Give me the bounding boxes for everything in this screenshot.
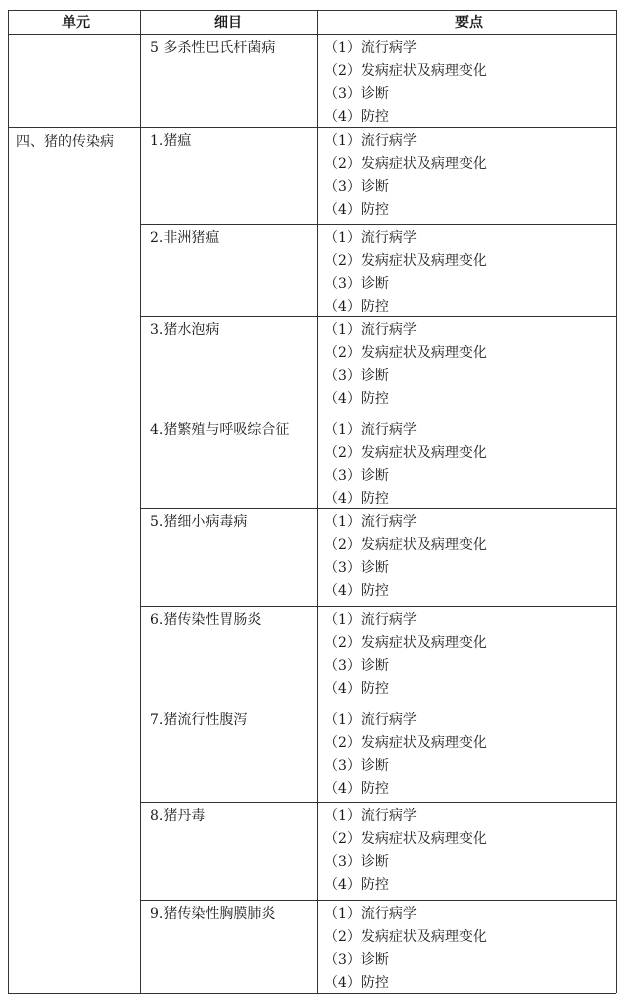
point-item: （3）诊断 (324, 468, 389, 484)
point-item: （4）防控 (324, 491, 389, 507)
detail-cell: 2.非洲猪瘟 (150, 230, 220, 246)
point-item: （2）发病症状及病理变化 (324, 253, 487, 269)
point-item: （4）防控 (324, 299, 389, 315)
point-item: （3）诊断 (324, 276, 389, 292)
row-divider (140, 316, 616, 317)
point-item: （2）发病症状及病理变化 (324, 345, 487, 361)
point-item: （3）诊断 (324, 179, 389, 195)
point-item: （4）防控 (324, 583, 389, 599)
point-item: （4）防控 (324, 681, 389, 697)
point-item: （1）流行病学 (324, 612, 417, 628)
detail-cell: 3.猪水泡病 (150, 322, 220, 338)
detail-cell: 1.猪瘟 (150, 133, 192, 149)
point-item: （2）发病症状及病理变化 (324, 63, 487, 79)
table-top-border (8, 10, 616, 11)
point-item: （1）流行病学 (324, 422, 417, 438)
detail-cell: 5.猪细小病毒病 (150, 514, 248, 530)
column-divider-unit (140, 10, 141, 993)
point-item: （1）流行病学 (324, 808, 417, 824)
point-item: （1）流行病学 (324, 322, 417, 338)
point-item: （3）诊断 (324, 368, 389, 384)
header-bottom-border (8, 34, 616, 35)
row-divider (140, 606, 616, 607)
point-item: （2）发病症状及病理变化 (324, 537, 487, 553)
detail-cell: 9.猪传染性胸膜肺炎 (150, 906, 276, 922)
point-item: （3）诊断 (324, 86, 389, 102)
point-item: （2）发病症状及病理变化 (324, 445, 487, 461)
detail-cell: 6.猪传染性胃肠炎 (150, 612, 262, 628)
point-item: （1）流行病学 (324, 906, 417, 922)
point-item: （4）防控 (324, 391, 389, 407)
row-divider (140, 802, 616, 803)
unit-label: 四、猪的传染病 (16, 134, 114, 150)
detail-cell: 7.猪流行性腹泻 (150, 712, 248, 728)
point-item: （3）诊断 (324, 560, 389, 576)
point-item: （3）诊断 (324, 952, 389, 968)
row-divider (140, 224, 616, 225)
point-item: （3）诊断 (324, 758, 389, 774)
point-item: （4）防控 (324, 975, 389, 991)
column-divider-points (317, 10, 318, 993)
point-item: （2）发病症状及病理变化 (324, 831, 487, 847)
point-item: （1）流行病学 (324, 133, 417, 149)
detail-cell: 8.猪丹毒 (150, 808, 206, 824)
row-divider (140, 127, 616, 128)
header-detail: 细目 (214, 15, 242, 31)
header-unit: 单元 (62, 15, 90, 31)
detail-cell: 4.猪繁殖与呼吸综合征 (150, 422, 290, 438)
row-divider (140, 900, 616, 901)
row-divider (140, 508, 616, 509)
point-item: （4）防控 (324, 877, 389, 893)
point-item: （4）防控 (324, 202, 389, 218)
point-item: （4）防控 (324, 109, 389, 125)
point-item: （4）防控 (324, 781, 389, 797)
unit-separator (8, 127, 140, 128)
point-item: （2）发病症状及病理变化 (324, 635, 487, 651)
point-item: （3）诊断 (324, 658, 389, 674)
table-bottom-border (8, 993, 616, 994)
point-item: （2）发病症状及病理变化 (324, 156, 487, 172)
point-item: （3）诊断 (324, 854, 389, 870)
point-item: （1）流行病学 (324, 40, 417, 56)
point-item: （1）流行病学 (324, 712, 417, 728)
table-left-border (8, 10, 9, 993)
point-item: （2）发病症状及病理变化 (324, 929, 487, 945)
point-item: （2）发病症状及病理变化 (324, 735, 487, 751)
detail-cell: 5 多杀性巴氏杆菌病 (150, 40, 276, 56)
header-points: 要点 (455, 15, 483, 31)
point-item: （1）流行病学 (324, 514, 417, 530)
table-right-border (616, 10, 617, 993)
point-item: （1）流行病学 (324, 230, 417, 246)
